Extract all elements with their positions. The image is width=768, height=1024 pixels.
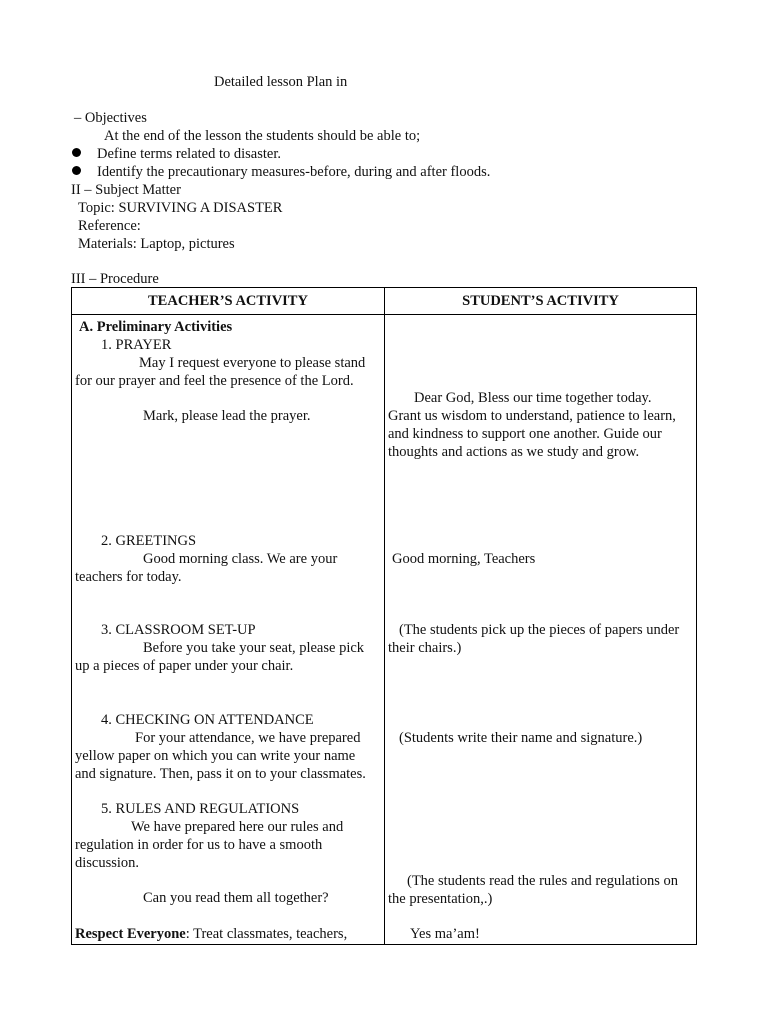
setup-student-text: their chairs.) (388, 640, 462, 656)
topic-line: Topic: SURVIVING A DISASTER (78, 200, 283, 216)
prayer-heading: 1. PRAYER (101, 337, 172, 353)
preliminary-heading: A. Preliminary Activities (79, 319, 233, 335)
procedure-heading: III – Procedure (71, 271, 159, 287)
objective-item: Define terms related to disaster. (97, 146, 282, 162)
rules-teacher-text: regulation in order for us to have a smooth (75, 837, 323, 853)
respect-everyone-line (75, 925, 347, 943)
reference-line: Reference: (78, 218, 141, 234)
student-activity-header: STUDENT’S ACTIVITY (462, 293, 619, 309)
rules-heading: 5. RULES AND REGULATIONS (101, 801, 300, 817)
materials-line: Materials: Laptop, pictures (78, 236, 235, 252)
attendance-teacher-text: and signature. Then, pass it on to your classmates. (75, 766, 366, 782)
setup-teacher-text: up a pieces of paper under your chair. (75, 658, 294, 674)
objective-item: Identify the precautionary measures-before, during and after floods. (97, 164, 491, 180)
prayer-student-text: thoughts and actions as we study and grow. (388, 444, 640, 460)
procedure-table (71, 287, 697, 945)
setup-heading: 3. CLASSROOM SET-UP (101, 622, 256, 638)
rules-student-text: the presentation,.) (388, 891, 493, 907)
column-divider (384, 288, 385, 944)
prayer-student-text: Grant us wisdom to understand, patience to learn, (388, 408, 676, 424)
attendance-teacher-text: yellow paper on which you can write your name (75, 748, 356, 764)
rules-teacher-text: Can you read them all together? (143, 890, 329, 906)
prayer-teacher-text: for our prayer and feel the presence of the Lord. (75, 373, 354, 389)
attendance-teacher-text: For your attendance, we have prepared (135, 730, 361, 746)
prayer-teacher-text: Mark, please lead the prayer. (143, 408, 311, 424)
bullet-icon (72, 166, 81, 175)
greetings-teacher-text: Good morning class. We are your (143, 551, 338, 567)
greetings-student-text: Good morning, Teachers (392, 551, 536, 567)
objectives-intro: At the end of the lesson the students should be able to; (104, 128, 421, 144)
rules-teacher-text: We have prepared here our rules and (131, 819, 344, 835)
respect-everyone-label: Respect Everyone (75, 926, 186, 942)
respect-everyone-text: : Treat classmates, teachers, (185, 926, 348, 942)
document-title: Detailed lesson Plan in (214, 74, 348, 90)
objectives-heading: – Objectives (74, 110, 147, 126)
rules-teacher-text: discussion. (75, 855, 140, 871)
greetings-teacher-text: teachers for today. (75, 569, 182, 585)
rules-student-text: (The students read the rules and regulations on (407, 873, 678, 889)
setup-teacher-text: Before you take your seat, please pick (143, 640, 365, 656)
bullet-icon (72, 148, 81, 157)
attendance-student-text: (Students write their name and signature.) (399, 730, 643, 746)
prayer-student-text: and kindness to support one another. Guide our (388, 426, 662, 442)
subject-matter-heading: II – Subject Matter (71, 182, 181, 198)
header-divider (72, 314, 696, 315)
prayer-teacher-text: May I request everyone to please stand (139, 355, 366, 371)
teacher-activity-header: TEACHER’S ACTIVITY (148, 293, 308, 309)
rules-student-text: Yes ma’am! (410, 926, 480, 942)
prayer-student-text: Dear God, Bless our time together today. (414, 390, 652, 406)
attendance-heading: 4. CHECKING ON ATTENDANCE (101, 712, 314, 728)
setup-student-text: (The students pick up the pieces of papers under (399, 622, 680, 638)
greetings-heading: 2. GREETINGS (101, 533, 197, 549)
